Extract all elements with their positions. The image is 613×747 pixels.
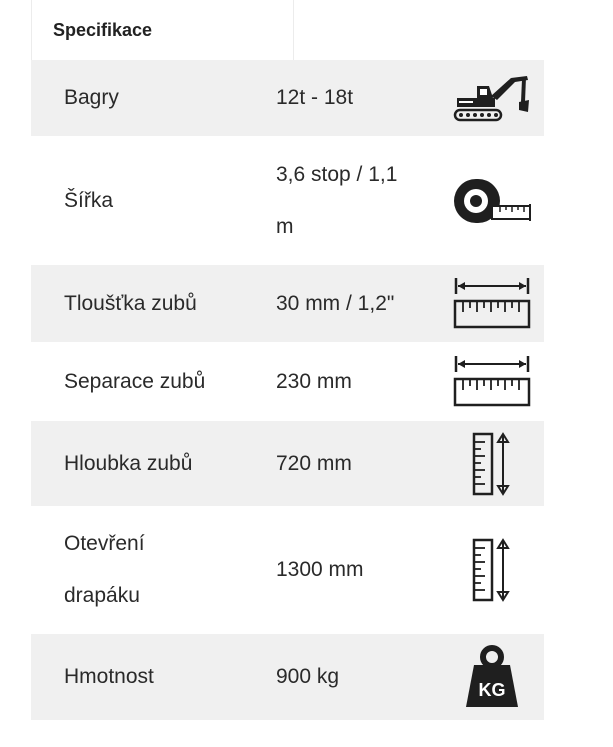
weight-icon-text: KG [478, 680, 506, 700]
vertical-ruler-icon [451, 421, 533, 506]
vertical-ruler-icon [451, 506, 533, 634]
table-row [31, 60, 544, 136]
table-row [31, 634, 544, 720]
row-label: Separace zubů [64, 369, 206, 393]
row-label: Šířka [64, 188, 114, 212]
row-label: Tloušťka zubů [64, 291, 197, 315]
table-row [31, 342, 544, 421]
row-label: Otevření drapáku [64, 532, 145, 607]
excavator-icon [451, 60, 533, 136]
row-value: 230 mm [276, 369, 352, 393]
row-label: Hloubka zubů [64, 451, 193, 475]
specifications-table [31, 60, 544, 720]
table-row [31, 265, 544, 342]
table-row [31, 421, 544, 506]
row-label: Bagry [64, 86, 119, 109]
row-value: 900 kg [276, 665, 340, 688]
row-value: 12t - 18t [276, 86, 354, 109]
horizontal-ruler-icon [451, 342, 533, 421]
row-label: Hmotnost [64, 665, 154, 688]
row-value: 3,6 stop / 1,1 m [276, 162, 398, 238]
horizontal-ruler-icon [451, 265, 533, 342]
table-row [31, 136, 544, 265]
row-value: 30 mm / 1,2" [276, 291, 395, 315]
row-value: 720 mm [276, 451, 352, 475]
table-row [31, 506, 544, 634]
weight-icon [451, 634, 533, 720]
tab-specifikace[interactable] [31, 0, 294, 60]
tape-measure-icon [451, 136, 533, 265]
row-value: 1300 mm [276, 558, 364, 581]
tab-label: Specifikace [53, 19, 153, 40]
